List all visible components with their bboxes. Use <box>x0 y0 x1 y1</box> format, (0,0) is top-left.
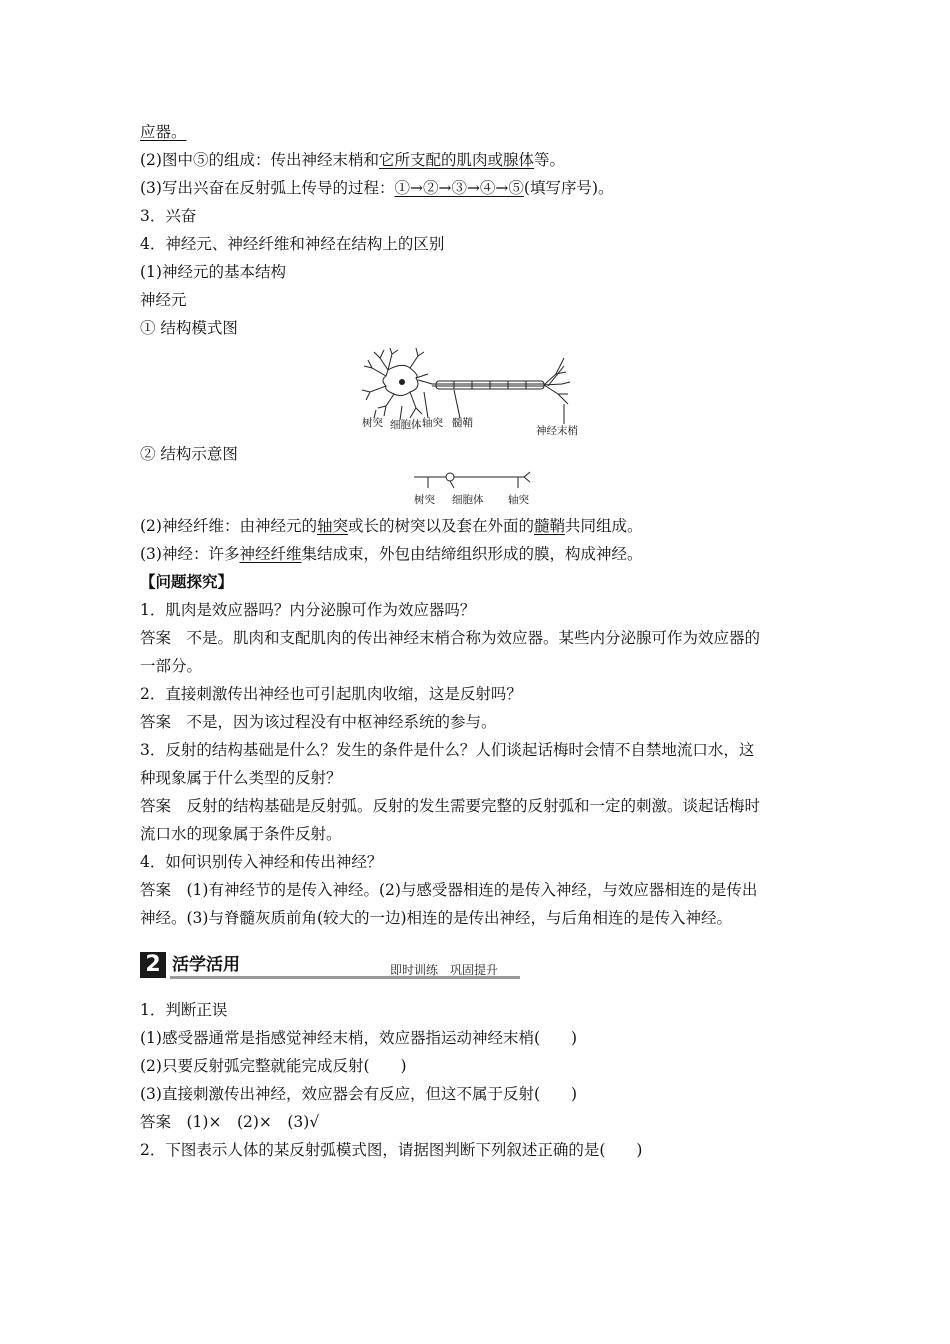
text-span: (3)写出兴奋在反射弧上传导的过程： <box>140 179 395 197</box>
label-terminal: 神经末梢 <box>536 425 578 437</box>
label-dendrite: 树突 <box>414 494 435 506</box>
text-span: 集结成束，外包由结缔组织形成的膜，构成神经。 <box>301 545 643 563</box>
neuron-model-svg <box>358 348 594 440</box>
text-line: 2．下图表示人体的某反射弧模式图，请据图判断下列叙述正确的是( ) <box>140 1141 643 1159</box>
text-line: (3)直接刺激传出神经，效应器会有反应，但这不属于反射( ) <box>140 1085 578 1103</box>
text-line: 流口水的现象属于条件反射。 <box>140 825 342 843</box>
label-cell-body: 细胞体 <box>452 494 484 506</box>
text-line: 2．直接刺激传出神经也可引起肌肉收缩，这是反射吗？ <box>140 685 522 703</box>
text-span: 或长的树突以及套在外面的 <box>347 517 534 535</box>
section-number: 2 <box>140 952 166 978</box>
underlined-answer: ①→②→③→④→⑤ <box>394 179 524 197</box>
text-line: (1)神经元的基本结构 <box>140 263 286 281</box>
text-line: 1．判断正误 <box>140 1001 228 1019</box>
text-line <box>140 544 643 564</box>
text-span: (2)图中⑤的组成：传出神经末梢和 <box>140 151 379 169</box>
text-line: 1．肌肉是效应器吗？内分泌腺可作为效应器吗？ <box>140 601 476 619</box>
nucleus-dot <box>399 379 405 385</box>
underlined-answer: 髓鞘 <box>534 517 566 535</box>
label-axon: 轴突 <box>508 494 529 506</box>
text-line: 3．兴奋 <box>140 207 197 225</box>
text-line: 一部分。 <box>140 657 203 675</box>
text-span: (2)神经纤维：由神经元的 <box>140 517 317 535</box>
text-line: ① 结构模式图 <box>140 319 238 337</box>
text-line: 答案 不是。肌肉和支配肌肉的传出神经末梢合称为效应器。某些内分泌腺可作为效应器的 <box>140 629 761 647</box>
text-line: 答案 (1)有神经节的是传入神经。(2)与感受器相连的是传入神经，与效应器相连的是传出 <box>140 881 758 899</box>
text-line <box>140 516 643 536</box>
section-banner <box>140 952 520 980</box>
text-span: (3)神经：许多 <box>140 545 240 563</box>
label-cell-body: 细胞体 <box>390 419 422 431</box>
text-line: 种现象属于什么类型的反射？ <box>140 769 342 787</box>
neuron-schematic-svg <box>410 470 542 510</box>
section-title: 活学活用 <box>172 955 240 975</box>
section-subtitle: 即时训练 巩固提升 <box>390 963 499 977</box>
text-line: 神经元 <box>140 291 187 309</box>
text-line: ② 结构示意图 <box>140 445 238 463</box>
text-line: 4．神经元、神经纤维和神经在结构上的区别 <box>140 235 445 253</box>
text-line: 答案 反射的结构基础是反射弧。反射的发生需要完整的反射弧和一定的刺激。谈起话梅时 <box>140 797 761 815</box>
text-line: 答案 不是，因为该过程没有中枢神经系统的参与。 <box>140 713 497 731</box>
text-span: (填写序号)。 <box>523 179 614 197</box>
text-line: (1)感受器通常是指感觉神经末梢，效应器指运动神经末梢( ) <box>140 1029 578 1047</box>
label-axon: 轴突 <box>422 417 443 429</box>
text-line <box>140 178 614 198</box>
section-heading: 【问题探究】 <box>140 572 234 591</box>
neuron-schematic-figure <box>410 470 542 510</box>
text-line: 3．反射的结构基础是什么？发生的条件是什么？人们谈起话梅时会情不自禁地流口水，这 <box>140 741 755 759</box>
text-line: 4．如何识别传入神经和传出神经？ <box>140 853 383 871</box>
underlined-answer: 它所支配的肌肉或腺体 <box>378 151 534 169</box>
text-line: 神经。(3)与脊髓灰质前角(较大的一边)相连的是传出神经，与后角相连的是传入神经。 <box>140 909 733 927</box>
underlined-answer: 应器。 <box>140 123 187 141</box>
text-line <box>140 122 187 142</box>
text-line: (2)只要反射弧完整就能完成反射( ) <box>140 1057 407 1075</box>
label-dendrite: 树突 <box>362 417 383 429</box>
text-span: 共同组成。 <box>565 517 643 535</box>
neuron-model-figure <box>358 348 594 440</box>
label-myelin: 髓鞘 <box>452 417 473 429</box>
underlined-answer: 神经纤维 <box>239 545 302 563</box>
text-line: 答案 (1)× (2)× (3)√ <box>140 1113 320 1131</box>
underlined-answer: 轴突 <box>316 517 348 535</box>
text-line <box>140 150 565 170</box>
text-span: 等。 <box>533 151 565 169</box>
